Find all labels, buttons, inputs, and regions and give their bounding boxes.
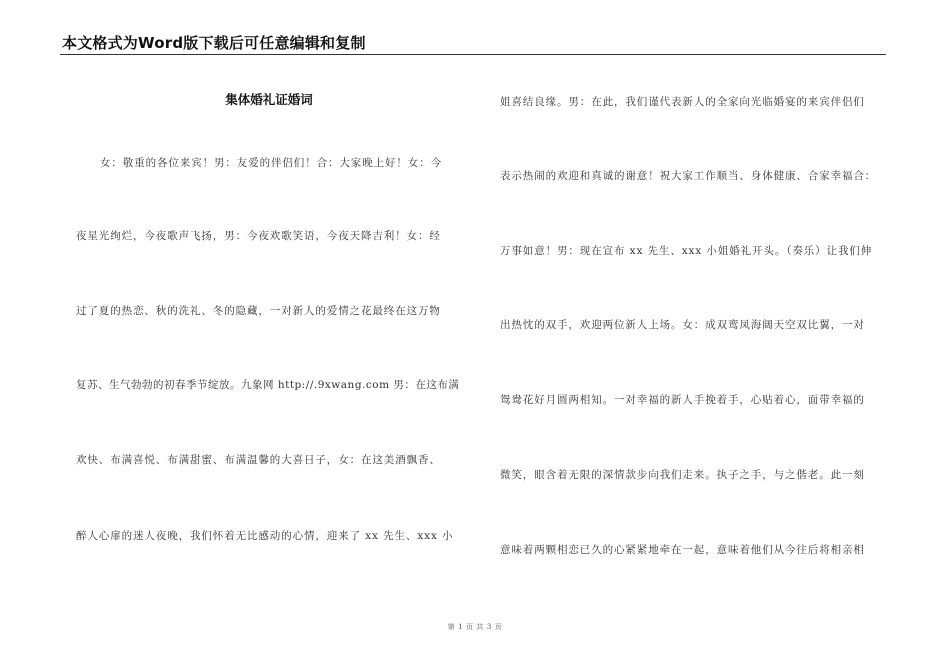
right-column-line: 姐喜结良缘。男：在此，我们谨代表新人的全家向光临婚宴的来宾伴侣们 [500, 96, 865, 108]
right-column-line: 万事如意！男：现在宣布 xx 先生、xxx 小姐婚礼开头。（奏乐）让我们伸 [500, 245, 873, 257]
page-number-footer: 第 1 页 共 3 页 [447, 623, 503, 631]
left-column-line: 女：敬重的各位来宾！男：友爱的伴侣们！合：大家晚上好！女：今 [100, 157, 442, 169]
right-column-line: 表示热闹的欢迎和真诚的谢意！祝大家工作顺当、身体健康、合家幸福合： [500, 170, 877, 182]
document-header-banner: 本文格式为Word版下载后可任意编辑和复制 [62, 34, 366, 52]
right-column-line: 出热忱的双手，欢迎两位新人上场。女：成双鸾凤海阔天空双比翼，一对 [500, 319, 865, 331]
left-column-line: 复苏、生气勃勃的初春季节绽放。九象网 http://.9xwang.com 男：在这布满 [76, 379, 460, 391]
left-column-line: 醉人心扉的迷人夜晚，我们怀着无比感动的心情，迎来了 xx 先生、xxx 小 [76, 530, 454, 542]
right-column-line: 鸳鸯花好月圆两相知。一对幸福的新人手挽着手，心贴着心，面带幸福的 [500, 394, 865, 406]
document-title: 集体婚礼证婚词 [225, 92, 313, 107]
right-column-line: 微笑，眼含着无限的深情款步向我们走来。执子之手，与之偕老。此一刻 [500, 469, 865, 481]
header-divider [60, 54, 886, 55]
right-column-line: 意味着两颗相恋已久的心紧紧地牵在一起，意味着他们从今往后将相亲相 [500, 544, 865, 556]
left-column-line: 夜星光绚烂，今夜歌声飞扬，男：今夜欢歌笑语，今夜天降吉利！女：经 [76, 230, 441, 242]
left-column-line: 欢快、布满喜悦、布满甜蜜、布满温馨的大喜日子，女：在这美酒飘香、 [76, 454, 441, 466]
left-column-line: 过了夏的热恋、秋的洗礼、冬的隐藏，一对新人的爱情之花最终在这万物 [76, 305, 441, 317]
